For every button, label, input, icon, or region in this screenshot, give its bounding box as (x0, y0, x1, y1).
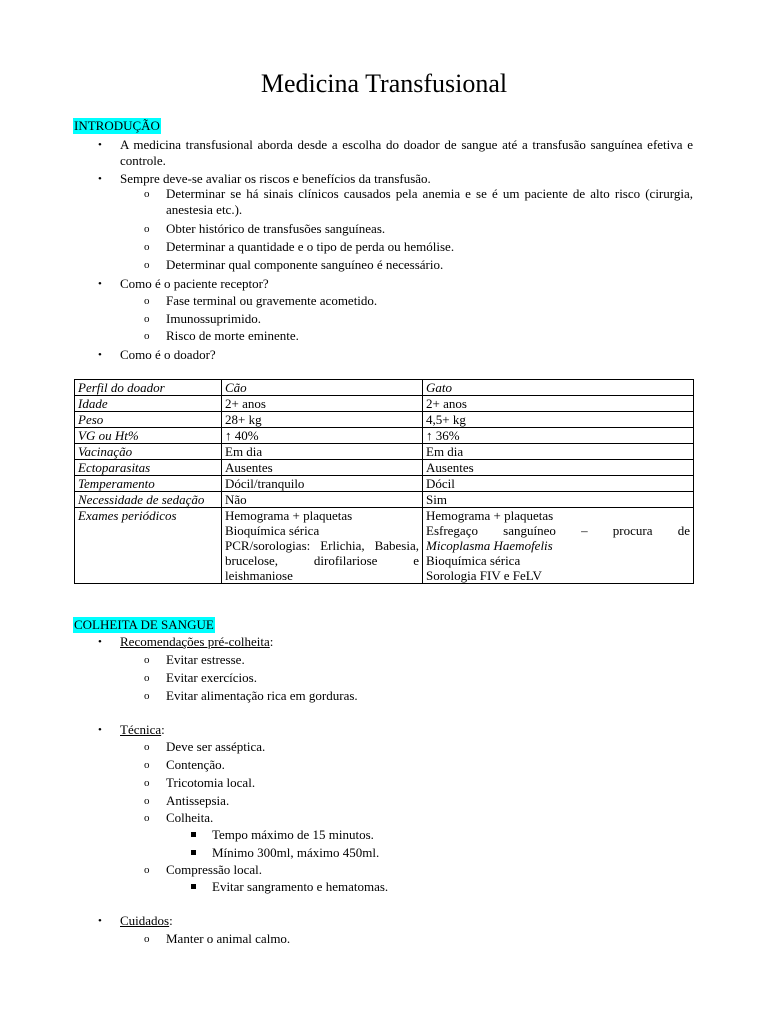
tecnica-item: Antissepsia. (166, 793, 230, 808)
row-label: Temperamento (75, 476, 222, 492)
cao-value: Dócil/tranquilo (222, 476, 423, 492)
cuidados-item: Manter o animal calmo. (166, 931, 291, 946)
cao-value: Ausentes (222, 460, 423, 476)
intro-sub-3: Determinar a quantidade e o tipo de perda ou hemólise. (166, 239, 455, 254)
gato-exame-line: Hemograma + plaquetas (426, 508, 554, 523)
table-header-row (75, 380, 694, 396)
sub-bullet-marker: o (144, 795, 150, 807)
row-label: Ectoparasitas (75, 460, 222, 476)
receptor-sub-2: Imunossuprimido. (166, 311, 261, 326)
sub-bullet-marker: o (144, 241, 150, 253)
intro-item-4: Como é o doador? (120, 347, 216, 362)
row-label: Necessidade de sedação (75, 492, 222, 508)
intro-sub-4: Determinar qual componente sanguíneo é necessário. (166, 257, 444, 272)
receptor-sub-3: Risco de morte eminente. (166, 328, 299, 343)
cao-value: ↑ 40% (222, 428, 423, 444)
receptor-sub-1: Fase terminal ou gravemente acometido. (166, 293, 378, 308)
tecnica-item: Deve ser asséptica. (166, 739, 266, 754)
table-row (75, 444, 694, 460)
square-bullet-icon (191, 850, 196, 855)
cuidados-heading: Cuidados: (120, 913, 173, 928)
sub-bullet-marker: o (144, 741, 150, 753)
gato-exame-line: Sorologia FIV e FeLV (426, 568, 542, 583)
row-label: Idade (75, 396, 222, 412)
colheita-sub-item: Tempo máximo de 15 minutos. (212, 827, 374, 842)
cao-exame-line: Hemograma + plaquetas (225, 508, 353, 523)
gato-value: Em dia (423, 444, 694, 460)
table-row (75, 412, 694, 428)
cao-value: 2+ anos (222, 396, 423, 412)
square-bullet-icon (191, 832, 196, 837)
table-row (75, 476, 694, 492)
cao-exames-cell (222, 508, 423, 584)
page-title: Medicina Transfusional (260, 69, 508, 98)
bullet-marker: • (98, 724, 102, 736)
intro-sub-2: Obter histórico de transfusões sanguíneas. (166, 221, 386, 236)
table-header-cell: Gato (423, 380, 694, 396)
sub-bullet-marker: o (144, 188, 150, 200)
section-heading-introducao: INTRODUÇÃO (74, 118, 160, 133)
bullet-marker: • (98, 139, 102, 151)
tecnica-item: Tricotomia local. (166, 775, 256, 790)
intro-item-2: Sempre deve-se avaliar os riscos e benefícios da transfusão. (120, 171, 431, 186)
bullet-marker: • (98, 173, 102, 185)
sub-bullet-marker: o (144, 259, 150, 271)
bullet-marker: • (98, 278, 102, 290)
cao-value: Em dia (222, 444, 423, 460)
intro-item-1: A medicina transfusional aborda desde a escolha do doador de sangue até a transfusão sanguínea efetiva e controle. (120, 137, 693, 168)
gato-exames-cell (423, 508, 694, 584)
tecnica-item: Compressão local. (166, 862, 263, 877)
cao-value: Não (222, 492, 423, 508)
cao-exame-line: PCR/sorologias: Erlichia, Babesia, brucelose, dirofilariose e leishmaniose (225, 538, 419, 583)
row-label: Exames periódicos (75, 508, 222, 584)
sub-bullet-marker: o (144, 812, 150, 824)
table-header-cell: Cão (222, 380, 423, 396)
sub-bullet-marker: o (144, 690, 150, 702)
cao-value: 28+ kg (222, 412, 423, 428)
compressao-sub-item: Evitar sangramento e hematomas. (212, 879, 389, 894)
gato-exame-line: Esfregaço sanguíneo – procura de (426, 523, 690, 538)
recomendacao-item: Evitar alimentação rica em gorduras. (166, 688, 358, 703)
recomendacoes-label: Recomendações pré-colheita (120, 634, 270, 649)
gato-value: Dócil (423, 476, 694, 492)
cao-exame-line: Bioquímica sérica (225, 523, 320, 538)
bullet-marker: • (98, 915, 102, 927)
sub-bullet-marker: o (144, 777, 150, 789)
gato-value: Ausentes (423, 460, 694, 476)
recomendacao-item: Evitar estresse. (166, 652, 245, 667)
square-bullet-icon (191, 884, 196, 889)
gato-exame-line: Micoplasma Haemofelis (426, 538, 553, 553)
sub-bullet-marker: o (144, 330, 150, 342)
section-heading-colheita: COLHEITA DE SANGUE (74, 617, 214, 632)
tecnica-item: Colheita. (166, 810, 214, 825)
gato-exame-line: Bioquímica sérica (426, 553, 521, 568)
tecnica-heading: Técnica: (120, 722, 165, 737)
sub-bullet-marker: o (144, 864, 150, 876)
bullet-marker: • (98, 636, 102, 648)
table-row-exames (75, 508, 694, 584)
row-label: Vacinação (75, 444, 222, 460)
table-row (75, 460, 694, 476)
sub-bullet-marker: o (144, 313, 150, 325)
gato-value: 2+ anos (423, 396, 694, 412)
row-label: Peso (75, 412, 222, 428)
recomendacao-item: Evitar exercícios. (166, 670, 257, 685)
sub-bullet-marker: o (144, 654, 150, 666)
colheita-sub-item: Mínimo 300ml, máximo 450ml. (212, 845, 380, 860)
gato-value: 4,5+ kg (423, 412, 694, 428)
row-label: VG ou Ht% (75, 428, 222, 444)
table-row (75, 492, 694, 508)
intro-sub-1: Determinar se há sinais clínicos causados pela anemia e se é um paciente de alto risco (cirurgia, anestesia etc.). (166, 186, 693, 217)
tecnica-item: Contenção. (166, 757, 225, 772)
tecnica-label: Técnica (120, 722, 162, 737)
sub-bullet-marker: o (144, 223, 150, 235)
sub-bullet-marker: o (144, 759, 150, 771)
donor-profile-table (74, 379, 694, 584)
intro-item-3: Como é o paciente receptor? (120, 276, 269, 291)
gato-value: ↑ 36% (423, 428, 694, 444)
bullet-marker: • (98, 349, 102, 361)
table-row (75, 428, 694, 444)
gato-value: Sim (423, 492, 694, 508)
sub-bullet-marker: o (144, 933, 150, 945)
sub-bullet-marker: o (144, 295, 150, 307)
cuidados-label: Cuidados (120, 913, 170, 928)
sub-bullet-marker: o (144, 672, 150, 684)
table-row (75, 396, 694, 412)
recomendacoes-heading: Recomendações pré-colheita: (120, 634, 274, 649)
table-header-cell: Perfil do doador (75, 380, 222, 396)
